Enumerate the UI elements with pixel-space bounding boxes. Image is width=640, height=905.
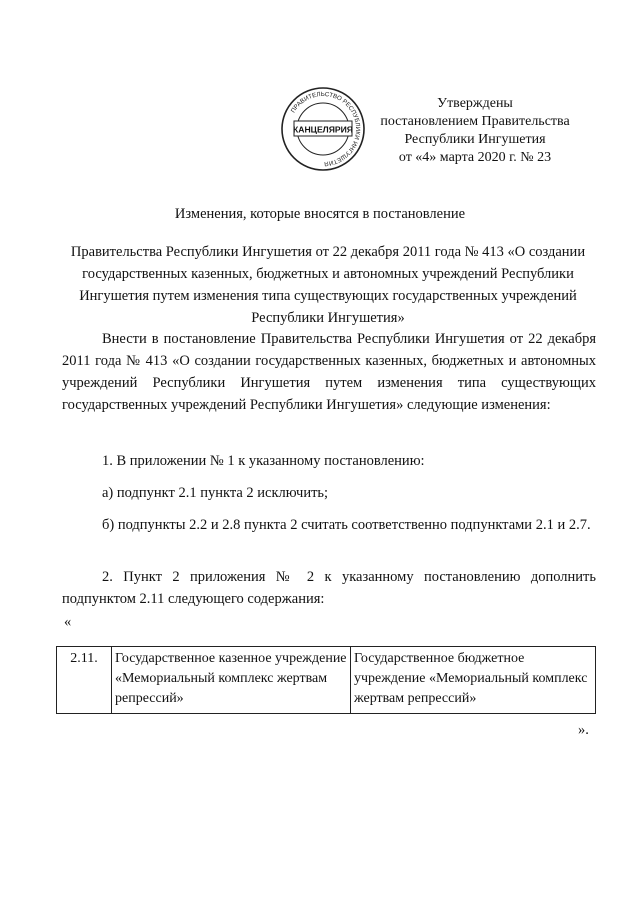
opening-quote: «	[64, 614, 72, 630]
table-cell-old-name: Государственное казенное учреждение «Мемориальный комплекс жертвам репрессий»	[112, 647, 351, 714]
approval-line: Республики Ингушетия	[404, 132, 546, 147]
approval-block	[380, 95, 570, 167]
document-title-heading: Изменения, которые вносятся в постановление	[174, 206, 466, 222]
table-cell-number: 2.11.	[57, 647, 112, 714]
stamp-ring-text: ПРАВИТЕЛЬСТВО РЕСПУБЛИКИ ИНГУШЕТИЯ	[289, 90, 362, 168]
item-2-paragraph: 2. Пункт 2 приложения № 2 к указанному постановлению дополнить подпунктом 2.11 следующего содержания:	[62, 569, 596, 607]
stamp-label: КАНЦЕЛЯРИЯ	[293, 124, 353, 135]
intro-paragraph: Внести в постановление Правительства Республики Ингушетия от 22 декабря 2011 года № 413 «О создании государственных казенных, бюджетных и автономных учреждений Республики Ингушетия путем изменения типа существующих государственных учреждений Республики Ингушетия» следующие изменения:	[62, 331, 596, 413]
closing-quote: ».	[578, 722, 589, 738]
table-row	[57, 647, 596, 714]
approval-line: Утверждены	[437, 96, 513, 111]
approval-line: постановлением Правительства	[380, 114, 570, 129]
document-title-body: Правительства Республики Ингушетия от 22 декабря 2011 года № 413 «О создании государственных казенных, бюджетных и автономных учреждений Республики Ингушетия путем изменения типа существующих государственных учреждений Республики Ингушетия»	[70, 244, 586, 326]
table-cell-new-name: Государственное бюджетное учреждение «Мемориальный комплекс жертвам репрессий»	[351, 647, 596, 714]
approval-line: от «4» марта 2020 г. № 23	[398, 150, 552, 165]
item-1b-paragraph: б) подпункты 2.2 и 2.8 пункта 2 считать соответственно подпунктами 2.1 и 2.7.	[102, 517, 591, 533]
amendment-table	[56, 646, 596, 714]
chancellery-stamp	[280, 86, 366, 172]
item-1a-paragraph: а) подпункт 2.1 пункта 2 исключить;	[102, 485, 329, 501]
item-1-paragraph: 1. В приложении № 1 к указанному постановлению:	[102, 453, 425, 469]
